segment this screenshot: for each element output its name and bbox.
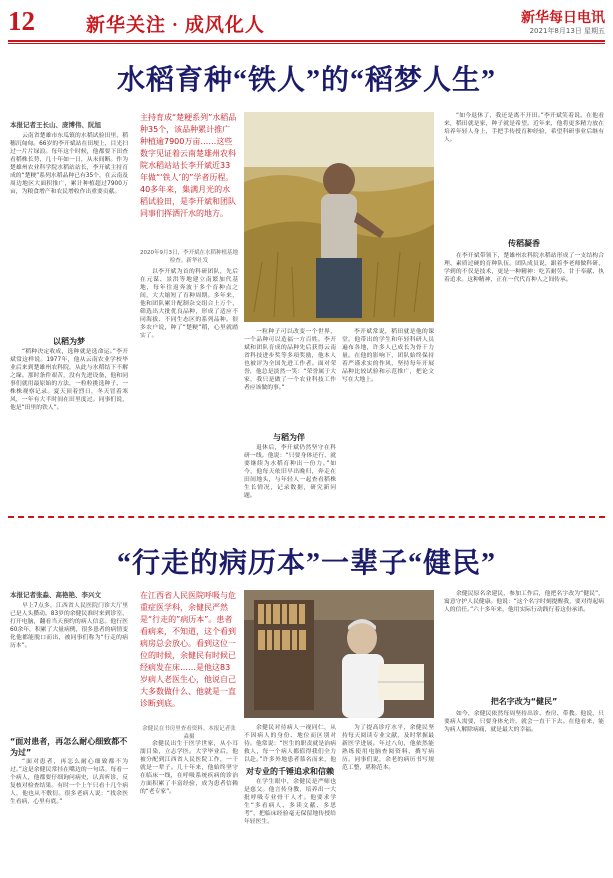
story1-col2b-paragraph: 李开斌常说，稻田就是他的课堂。他带出的学生和年轻科研人员遍布各地，许多人已成长为骨干力量。在他的影响下，团队始终保持着严谨求实的作风，坚持每年开展品种比较试验和示范推广，把论文写在大地上。 [342, 329, 434, 383]
story2-col3 [244, 724, 336, 764]
story1-byline: 本报记者王长山、庞博伟、阮旭 [10, 121, 101, 129]
story1-col2 [140, 268, 238, 508]
header-rule-thin [8, 43, 605, 44]
story1-col3 [244, 328, 336, 428]
story2-subhead-2: 对专业的千锤追求和信赖 [246, 767, 334, 776]
story2-col2b-paragraph: 为了提高诊疗水平，余健民坚持每天阅读专业文献，及时掌握最新医学进展。年过八旬，他依然能熟练使用电脑查阅资料、撰写病历。同事们说，余老的病历书写规范工整，堪称范本。 [342, 725, 434, 771]
newspaper-logo: 新华每日电讯 [521, 11, 605, 26]
story2-col3b [244, 778, 336, 872]
story1-col2b [342, 328, 434, 508]
story1-col1 [10, 132, 128, 332]
story2-col1 [10, 602, 128, 732]
story2-photo-caption: 余健民在书房里查看资料。本报记者张淼摄 [142, 726, 236, 740]
story1-pullquote: 主持育成“楚粳系列”水稻品种35个，该品种累计推广种植逾7900万亩……这些数字见证着云南楚雄州农科院水稻站站长李开斌近33年做“‘铁人’的”学者历程。40多年来，集满月光的水稻试验田，是李开斌和团队同事们挥洒汗水的地方。 [140, 113, 237, 218]
story2-pullquote: 在江西省人民医院呼吸与危重症医学科，余健民严然是“行走的”病历本”。患者看病来，不知道，这个看到病房总会放心。看到这位一位的时候，余健民有时候已经病发在床……是他这83岁病人老医生心，他说自己大多数做什么、他就是一直诊断到底。 [140, 591, 236, 708]
story2-subhead-3: 把名字改为“健民” [490, 697, 558, 706]
story2-col1b-paragraph: “面对患者，再怎么耐心细致都不为过。”这是余健民常挂在嘴边的一句话。每看一个病人，他都要仔细询问病史，认真听诊，反复核对检查结果。有时一个上午只看十几个病人，他也从不敷衍。很多老病人说：“找余医生看病，心里有底。” [10, 759, 128, 805]
story2-col1-paragraph: 早上7点多，江西省人民医院门诊大厅里已是人头攒动。83岁的余健民准时来到诊室，打开电脑，翻看当天预约的病人信息。他行医60余年，积累了大量病例，很多患者的病情变化他都能脱口而出，被同事们称为“行走的病历本”。 [10, 603, 128, 649]
story1-col3-paragraph: 一粒种子可以改变一个世界，一个品种可以造福一方百姓。李开斌和团队育成的品种先后获得云南省科技进步奖等多项奖励，他本人也被评为全国先进工作者。面对荣誉，他总是淡然一笑：“荣誉属于大家，我只是做了一个农业科技工作者应该做的事。” [244, 329, 336, 391]
story1-col3b [244, 444, 336, 508]
story2-col4b [444, 710, 604, 872]
header-rule [8, 40, 605, 42]
story1-col1b [10, 348, 128, 508]
story2-col2-paragraph: 余健民出生于医学世家，从小耳濡目染，立志学医。大学毕业后，他被分配到江西省人民医院工作，一干就是一辈子。几十年来，他始终坚守在临床一线，在呼吸系统疾病的诊治方面积累了丰富经验，成为患者信赖的“老专家”。 [140, 741, 238, 795]
story1-subhead-3: 传稻凝香 [508, 239, 540, 248]
story1-col3b-paragraph: 退休后，李开斌仍然坚守在科研一线。他说：“只要身体还行，就要继续为水稻育种出一份力。”如今，他每天依旧早出晚归，奔走在田间地头，与年轻人一起查看稻株生长情况，记录数据，研究新问题。 [244, 445, 336, 499]
story1-col4-paragraph: “如今退休了，我还是离不开田。”李开斌笑着说。在他看来，稻田就是家，种子就是希望。近年来，他将更多精力放在培养年轻人身上，手把手传授育种经验，希望科研事业后继有人。 [444, 113, 604, 143]
section-title: 新华关注 · 成风化人 [86, 15, 265, 36]
story2-photo [244, 590, 434, 718]
story1-photo-caption: 2020年9月3日，李开斌在水稻种植基地检查。新华社发 [140, 250, 238, 264]
story2-byline: 本报记者张淼、高艳艳、李兴文 [10, 591, 101, 599]
story2-col2b [342, 724, 434, 872]
story1-photo [244, 112, 434, 322]
story-divider [8, 516, 605, 518]
story1-subhead-2: 与稻为伴 [273, 433, 305, 442]
story2-col4b-paragraph: 如今，余健民依然每周坚持出诊、查房、带教。他说，只要病人需要，只要身体允许，就会一直干下去。在他看来，能为病人解除病痛，就是最大的幸福。 [444, 711, 604, 733]
story1-col4 [444, 112, 604, 232]
story1-col4b [444, 252, 604, 508]
story1-col1b-paragraph: “稻种决定收成，选种就是选命运。”李开斌常这样说。1977年，他从云南农业学校毕业后来到楚雄州农科院，从此与水稻结下不解之缘。那时条件艰苦，没有先进设备，他和同事们就用最原始的方法，一粒粒挑选种子、一株株观察记录。夏天顶着烈日，冬天冒着寒风，一年有大半时间在田里度过。同事们说，他是“田里的铁人”。 [10, 349, 128, 411]
story1-col1-paragraph: 云南省楚雄市东瓜镇的水稻试验田里，稻穗沉甸甸。66岁的李开斌站在田埂上，目光扫过一片片绿浪。每年这个时候，他都要下田查看稻株长势，几十年如一日，从未间断。作为楚雄州农业科学院水稻站站长，李开斌主持育成的“楚粳”系列水稻品种已有35个，在云南及周边地区大面积推广，累计种植超过7900万亩，为粮食增产和农民增收作出重要贡献。 [10, 133, 128, 195]
story2-col3-paragraph: 余健民对待病人一视同仁，从不因病人的身份、地位而区别对待。他常说：“医生的职责就是治病救人，每一个病人都值得我们全力以赴。”许多外地患者慕名而来，他 [244, 725, 336, 763]
story1-headline: 水稻育种“铁人”的“稻梦人生” [116, 65, 496, 96]
story2-subhead-1: “面对患者，再怎么耐心细致都不为过” [10, 737, 128, 757]
issue-date: 2021年8月13日 星期五 [529, 27, 605, 35]
story1-col4b-paragraph: 在李开斌带领下，楚雄州农科院水稻站形成了一支结构合理、素质过硬的育种队伍。团队成员说，跟着李老师做科研，学到的不仅是技术，更是一种精神：吃苦耐劳、甘于奉献、执着追求。这种精神，正在一代代育种人之间传承。 [444, 253, 604, 283]
page-number: 12 [8, 6, 35, 36]
story2-col4-paragraph: 余健民原名余建民，参加工作后，他把名字改为“健民”，寓意守护人民健康。他说：“这个名字时刻提醒我，要对得起病人的信任。”六十多年来，他用实际行动践行着这份承诺。 [444, 591, 604, 613]
story1-col2-paragraph: 以李开斌为首的科研团队，先后在元谋、景洪等地建立南繁加代基地，每年往返奔波于多个育种点之间，大大缩短了育种周期。多年来，他和团队累计配制杂交组合上万个，筛选出大批优良品种，形成了适应不同海拔、不同生态区的系列品种。很多农户说，种了“楚粳”稻，心里就踏实了。 [140, 269, 238, 339]
story1-subhead-1: 以稻为梦 [53, 337, 85, 346]
story2-col1b [10, 758, 128, 872]
story2-col2 [140, 740, 238, 872]
story2-col4 [444, 590, 604, 690]
story2-headline: “行走的病历本”一辈子“健民” [116, 548, 496, 579]
story2-col3b-paragraph: 在学生眼中，余健民是严师也是慈父。他言传身教，培养出一大批呼吸专业骨干人才。他要求学生“多看病人、多读文献、多思考”，把临床经验毫无保留地传授给年轻医生。 [244, 779, 336, 825]
